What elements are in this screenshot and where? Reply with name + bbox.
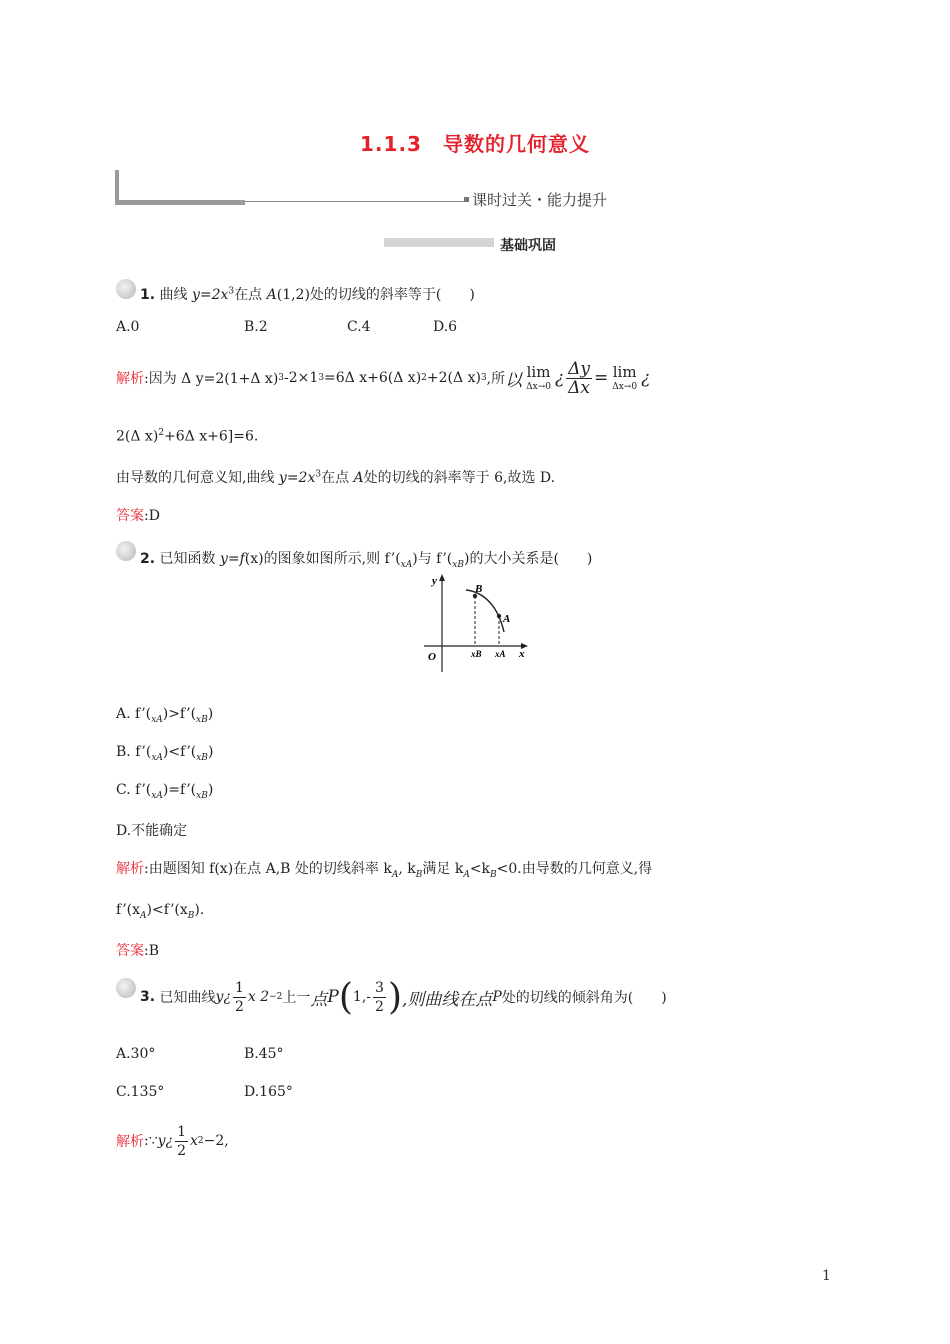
question-1-analysis-line-2: 2(Δ x)$^2$+6Δ x+6]=6. (116, 428, 259, 445)
question-3-option-a[interactable]: A.30° (116, 1046, 156, 1062)
question-2-stem: 2. 已知函数 y=f(x)的图象如图所示,则 $f’(_{xA})$与 $f’(_{xB})$的大小关系是( ) (140, 551, 593, 570)
question-1-answer: 答案:D (116, 508, 160, 524)
question-2-answer: 答案:B (116, 943, 160, 959)
fraction-one-half-2: $\frac{1}{2}$ (177, 1123, 186, 1159)
section-bar-thick (115, 200, 245, 205)
question-2-option-b[interactable]: B. $f’(_{xA})<f’(_{xB})$ (116, 744, 214, 763)
question-2-analysis: 解析:由题图知 f(x)在点 A,B 处的切线斜率 $k_A$, $k_B$满足 $k_A<k_B<0$.由导数的几何意义,得 (116, 861, 653, 880)
subsection-bar (384, 238, 494, 247)
question-2-option-d[interactable]: D.不能确定 (116, 823, 188, 839)
graph-point-a-label: A (503, 613, 511, 625)
graph-y-label: y (432, 575, 437, 587)
question-3-stem: 3. 已知曲线 y ¿ $\frac{1}{2}$ x 2 −2 上一 点 P ( 1,- $\frac{3}{2}$ ) ,则曲线在点 P 处的切线的倾斜角为( ) (140, 976, 667, 1018)
question-1-analysis: 解析 :因为 Δ y=2(1+Δ x) 3 -2×1 3 =6Δ x+6(Δ x) 2 +2(Δ x) 3 ,所 以 lim Δx→0 ¿ $\frac{\Delta y}{\Delta x}$ = lim Δx→0 ¿ (116, 358, 651, 398)
graph-point-b-label: B (475, 583, 483, 595)
graph-xa-label: xA (495, 649, 506, 659)
function-graph (418, 572, 530, 674)
question-2-option-a[interactable]: A. $f’(_{xA})>f’(_{xB})$ (116, 706, 214, 725)
graph-xb-label: xB (471, 649, 482, 659)
page-title: 1.1.3 导数的几何意义 (360, 132, 590, 156)
question-3-option-d[interactable]: D.165° (244, 1084, 293, 1100)
subsection-label: 基础巩固 (500, 238, 556, 254)
question-1-option-c[interactable]: C.4 (347, 319, 371, 335)
fraction-three-halves: $\frac{3}{2}$ (375, 979, 384, 1015)
question-1-conclusion: 由导数的几何意义知,曲线 $y=2x^3$在点 A处的切线的斜率等于 6,故选 D. (116, 469, 556, 486)
section-bar-vertical (115, 170, 119, 204)
question-1-option-d[interactable]: D.6 (433, 319, 458, 335)
page-number: 1 (822, 1268, 831, 1284)
fraction-one-half: $\frac{1}{2}$ (234, 979, 244, 1015)
question-1-marker-icon (116, 279, 136, 299)
question-3-analysis: 解析 :∵ y ¿ $\frac{1}{2}$ x 2 −2, (116, 1123, 229, 1159)
section-bar-thin (245, 201, 465, 202)
question-1-option-b[interactable]: B.2 (244, 319, 268, 335)
limit-expression-2: lim Δx→0 (612, 363, 638, 392)
section-bar-square (464, 197, 469, 202)
question-1-option-a[interactable]: A.0 (116, 319, 140, 335)
graph-x-label: x (519, 648, 525, 660)
section-label: 课时过关・能力提升 (472, 191, 608, 209)
question-1-stem: 1. 曲线 $y=2x^3$在点 A(1,2)处的切线的斜率等于( ) (140, 286, 475, 303)
limit-expression: lim Δx→0 (526, 363, 551, 392)
question-2-option-c[interactable]: C. $f’(_{xA})=f’(_{xB})$ (116, 782, 214, 801)
fraction-dy-dx: $\frac{\Delta y}{\Delta x}$ (568, 358, 590, 398)
question-3-option-b[interactable]: B.45° (244, 1046, 284, 1062)
question-3-marker-icon (116, 978, 136, 998)
question-2-marker-icon (116, 541, 136, 561)
graph-origin-label: O (428, 651, 436, 663)
question-3-option-c[interactable]: C.135° (116, 1084, 165, 1100)
question-2-analysis-line-2: $f’(x_A)<f’(x_B)$. (116, 902, 205, 921)
